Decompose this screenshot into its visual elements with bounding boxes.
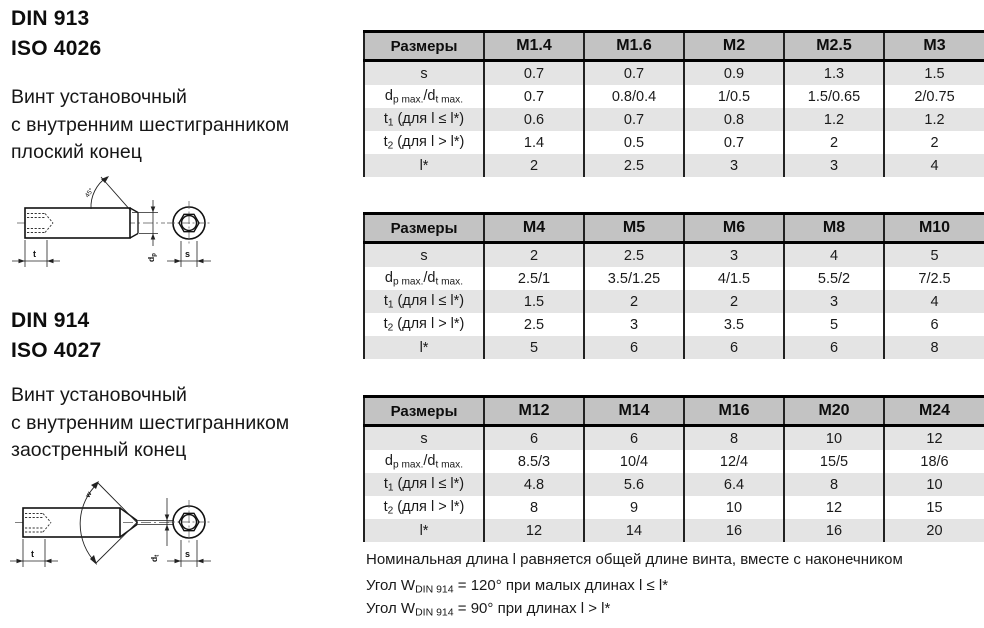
sizes-column-header: Размеры xyxy=(364,214,484,243)
dimension-value: 6.4 xyxy=(684,473,784,496)
table-row xyxy=(364,108,984,131)
dimension-value: 6 xyxy=(684,336,784,359)
description-line: Винт установочный xyxy=(11,86,187,108)
dimension-value: 8 xyxy=(684,426,784,451)
thread-size-header: M1.6 xyxy=(584,32,684,61)
dimension-value: 4.8 xyxy=(484,473,584,496)
description-din914 xyxy=(11,382,289,465)
iso-number: ISO 4026 xyxy=(11,37,102,60)
table-row xyxy=(364,496,984,519)
dimension-value: 16 xyxy=(684,519,784,542)
row-label: $d_{p max.}/d_{t max.}$ xyxy=(364,267,484,290)
dimension-value: 6 xyxy=(584,426,684,451)
din-914-technical-drawing xyxy=(5,472,245,592)
dimension-value: 3 xyxy=(784,290,884,313)
dimension-value: 3.5 xyxy=(684,313,784,336)
dimension-value: 0.7 xyxy=(484,85,584,108)
table-row xyxy=(364,243,984,268)
row-label: l* xyxy=(364,336,484,359)
dimension-value: 1.5 xyxy=(884,61,984,86)
note-nominal-length: Номинальная длина l равняется общей длине винта, вместе с наконечником xyxy=(366,551,903,568)
sizes-column-header: Размеры xyxy=(364,397,484,426)
dimension-value: 1.5/0.65 xyxy=(784,85,884,108)
dimension-value: 0.5 xyxy=(584,131,684,154)
row-label: $t_1$ (для l ≤ l*) xyxy=(364,108,484,131)
thread-size-header: M20 xyxy=(784,397,884,426)
header-row xyxy=(364,32,984,61)
dimension-value: 1/0.5 xyxy=(684,85,784,108)
dimension-value: 1.4 xyxy=(484,131,584,154)
dimension-value: 0.9 xyxy=(684,61,784,86)
dimension-value: 0.8 xyxy=(684,108,784,131)
thread-size-header: M8 xyxy=(784,214,884,243)
screw-body xyxy=(23,508,120,537)
row-label: s xyxy=(364,426,484,451)
dt-dimension-label: dt xyxy=(149,554,161,562)
dimension-value: 5 xyxy=(484,336,584,359)
dimension-value: 14 xyxy=(584,519,684,542)
thread-size-header: M12 xyxy=(484,397,584,426)
thread-size-header: M24 xyxy=(884,397,984,426)
table-row xyxy=(364,336,984,359)
dimension-value: 15/5 xyxy=(784,450,884,473)
dimension-value: 2/0.75 xyxy=(884,85,984,108)
dimension-value: 12 xyxy=(784,496,884,519)
table-row xyxy=(364,473,984,496)
dimension-value: 8 xyxy=(784,473,884,496)
dimension-value: 10 xyxy=(784,426,884,451)
thread-size-header: M1.4 xyxy=(484,32,584,61)
table-row xyxy=(364,426,984,451)
dimension-value: 8 xyxy=(884,336,984,359)
din-913-technical-drawing xyxy=(5,170,235,310)
dimension-value: 8.5/3 xyxy=(484,450,584,473)
row-label: $t_2$ (для l > l*) xyxy=(364,313,484,336)
chamfer-angle-annotation xyxy=(83,176,131,211)
row-label: l* xyxy=(364,154,484,177)
table-row xyxy=(364,290,984,313)
dimension-value: 2 xyxy=(784,131,884,154)
thread-size-header: M4 xyxy=(484,214,584,243)
dimension-value: 0.6 xyxy=(484,108,584,131)
dimension-value: 10/4 xyxy=(584,450,684,473)
note-angle-90: Угол $W_{DIN 914} = 90^\circ$ при длинах l > l* xyxy=(366,600,611,619)
t-dimension-label: t xyxy=(33,249,36,259)
dimension-value: 4/1.5 xyxy=(684,267,784,290)
dimension-value: 0.8/0.4 xyxy=(584,85,684,108)
dimension-value: 2 xyxy=(884,131,984,154)
table-row xyxy=(364,267,984,290)
sizes-column-header: Размеры xyxy=(364,32,484,61)
dimension-value: 6 xyxy=(884,313,984,336)
dimension-value: 15 xyxy=(884,496,984,519)
thread-size-header: M16 xyxy=(684,397,784,426)
end-view xyxy=(167,201,211,245)
dimension-value: 3 xyxy=(784,154,884,177)
dimension-value: 2 xyxy=(484,243,584,268)
row-label: $d_{p max.}/d_{t max.}$ xyxy=(364,450,484,473)
dimension-value: 3.5/1.25 xyxy=(584,267,684,290)
dimension-value: 0.7 xyxy=(484,61,584,86)
t-dimension-label: t xyxy=(31,549,34,559)
dp-dimension-label: dp xyxy=(146,253,158,262)
dimension-value: 12 xyxy=(484,519,584,542)
dimension-value: 9 xyxy=(584,496,684,519)
dimension-value: 7/2.5 xyxy=(884,267,984,290)
header-row xyxy=(364,397,984,426)
dimension-table-m4-m10 xyxy=(363,212,984,359)
dimension-value: 0.7 xyxy=(684,131,784,154)
dimension-value: 2.5/1 xyxy=(484,267,584,290)
table-row xyxy=(364,131,984,154)
screw-body xyxy=(25,208,130,238)
thread-size-header: M3 xyxy=(884,32,984,61)
dimension-value: 4 xyxy=(884,290,984,313)
dimension-value: 5.5/2 xyxy=(784,267,884,290)
dimension-value: 6 xyxy=(584,336,684,359)
thread-size-header: M5 xyxy=(584,214,684,243)
dimension-value: 2 xyxy=(684,290,784,313)
dimension-value: 3 xyxy=(684,243,784,268)
dimension-value: 5 xyxy=(784,313,884,336)
thread-size-header: M6 xyxy=(684,214,784,243)
standard-heading-din914 xyxy=(11,306,101,366)
dimension-value: 6 xyxy=(784,336,884,359)
iso-number: ISO 4027 xyxy=(11,339,102,362)
row-label: s xyxy=(364,243,484,268)
dimension-value: 2 xyxy=(484,154,584,177)
table-row xyxy=(364,154,984,177)
dimension-value: 10 xyxy=(684,496,784,519)
row-label: $t_1$ (для l ≤ l*) xyxy=(364,473,484,496)
dimension-value: 2.5 xyxy=(584,243,684,268)
din-number: DIN 913 xyxy=(11,7,90,30)
dimension-value: 8 xyxy=(484,496,584,519)
dimension-value: 1.2 xyxy=(884,108,984,131)
row-label: $d_{p max.}/d_{t max.}$ xyxy=(364,85,484,108)
row-label: l* xyxy=(364,519,484,542)
end-view xyxy=(167,500,211,544)
dimension-value: 2.5 xyxy=(584,154,684,177)
dimension-value: 16 xyxy=(784,519,884,542)
dimension-value: 5.6 xyxy=(584,473,684,496)
dimension-value: 1.3 xyxy=(784,61,884,86)
header-row xyxy=(364,214,984,243)
note-angle-120: Угол $W_{DIN 914} = 120^\circ$ при малых длинах l ≤ l* xyxy=(366,577,669,596)
dimension-value: 4 xyxy=(884,154,984,177)
dimension-table-m12-m24 xyxy=(363,395,984,542)
description-line: Винт установочный xyxy=(11,384,187,406)
dimension-table-m1_4-m3 xyxy=(363,30,984,177)
table-row xyxy=(364,450,984,473)
s-dimension-label: s xyxy=(185,249,191,259)
dimension-value: 3 xyxy=(584,313,684,336)
standard-heading-din913 xyxy=(11,4,101,64)
dimension-value: 1.2 xyxy=(784,108,884,131)
dimension-value: 6 xyxy=(484,426,584,451)
row-label: $t_2$ (для l > l*) xyxy=(364,496,484,519)
dimension-value: 18/6 xyxy=(884,450,984,473)
thread-size-header: M2 xyxy=(684,32,784,61)
description-line: заостренный конец xyxy=(11,439,187,461)
chamfer-angle-label: 45° xyxy=(83,187,96,200)
dimension-value: 4 xyxy=(784,243,884,268)
dimension-value: 0.7 xyxy=(584,61,684,86)
dimension-value: 12 xyxy=(884,426,984,451)
cone-angle-label: w xyxy=(84,490,94,499)
dimension-value: 5 xyxy=(884,243,984,268)
row-label: $t_2$ (для l > l*) xyxy=(364,131,484,154)
dimension-value: 3 xyxy=(684,154,784,177)
table-row xyxy=(364,61,984,86)
dimension-value: 10 xyxy=(884,473,984,496)
row-label: s xyxy=(364,61,484,86)
description-din913 xyxy=(11,84,289,167)
s-dimension-label: s xyxy=(185,549,191,559)
description-line: плоский конец xyxy=(11,141,142,163)
description-line: с внутренним шестигранником xyxy=(11,113,290,136)
thread-size-header: M2.5 xyxy=(784,32,884,61)
dimension-value: 12/4 xyxy=(684,450,784,473)
description-line: с внутренним шестигранником xyxy=(11,411,290,434)
row-label: $t_1$ (для l ≤ l*) xyxy=(364,290,484,313)
dimension-value: 2 xyxy=(584,290,684,313)
dimension-value: 0.7 xyxy=(584,108,684,131)
table-row xyxy=(364,519,984,542)
dimension-value: 2.5 xyxy=(484,313,584,336)
din-number: DIN 914 xyxy=(11,309,90,332)
table-row xyxy=(364,85,984,108)
table-row xyxy=(364,313,984,336)
thread-size-header: M14 xyxy=(584,397,684,426)
dimension-value: 1.5 xyxy=(484,290,584,313)
thread-size-header: M10 xyxy=(884,214,984,243)
dimension-value: 20 xyxy=(884,519,984,542)
